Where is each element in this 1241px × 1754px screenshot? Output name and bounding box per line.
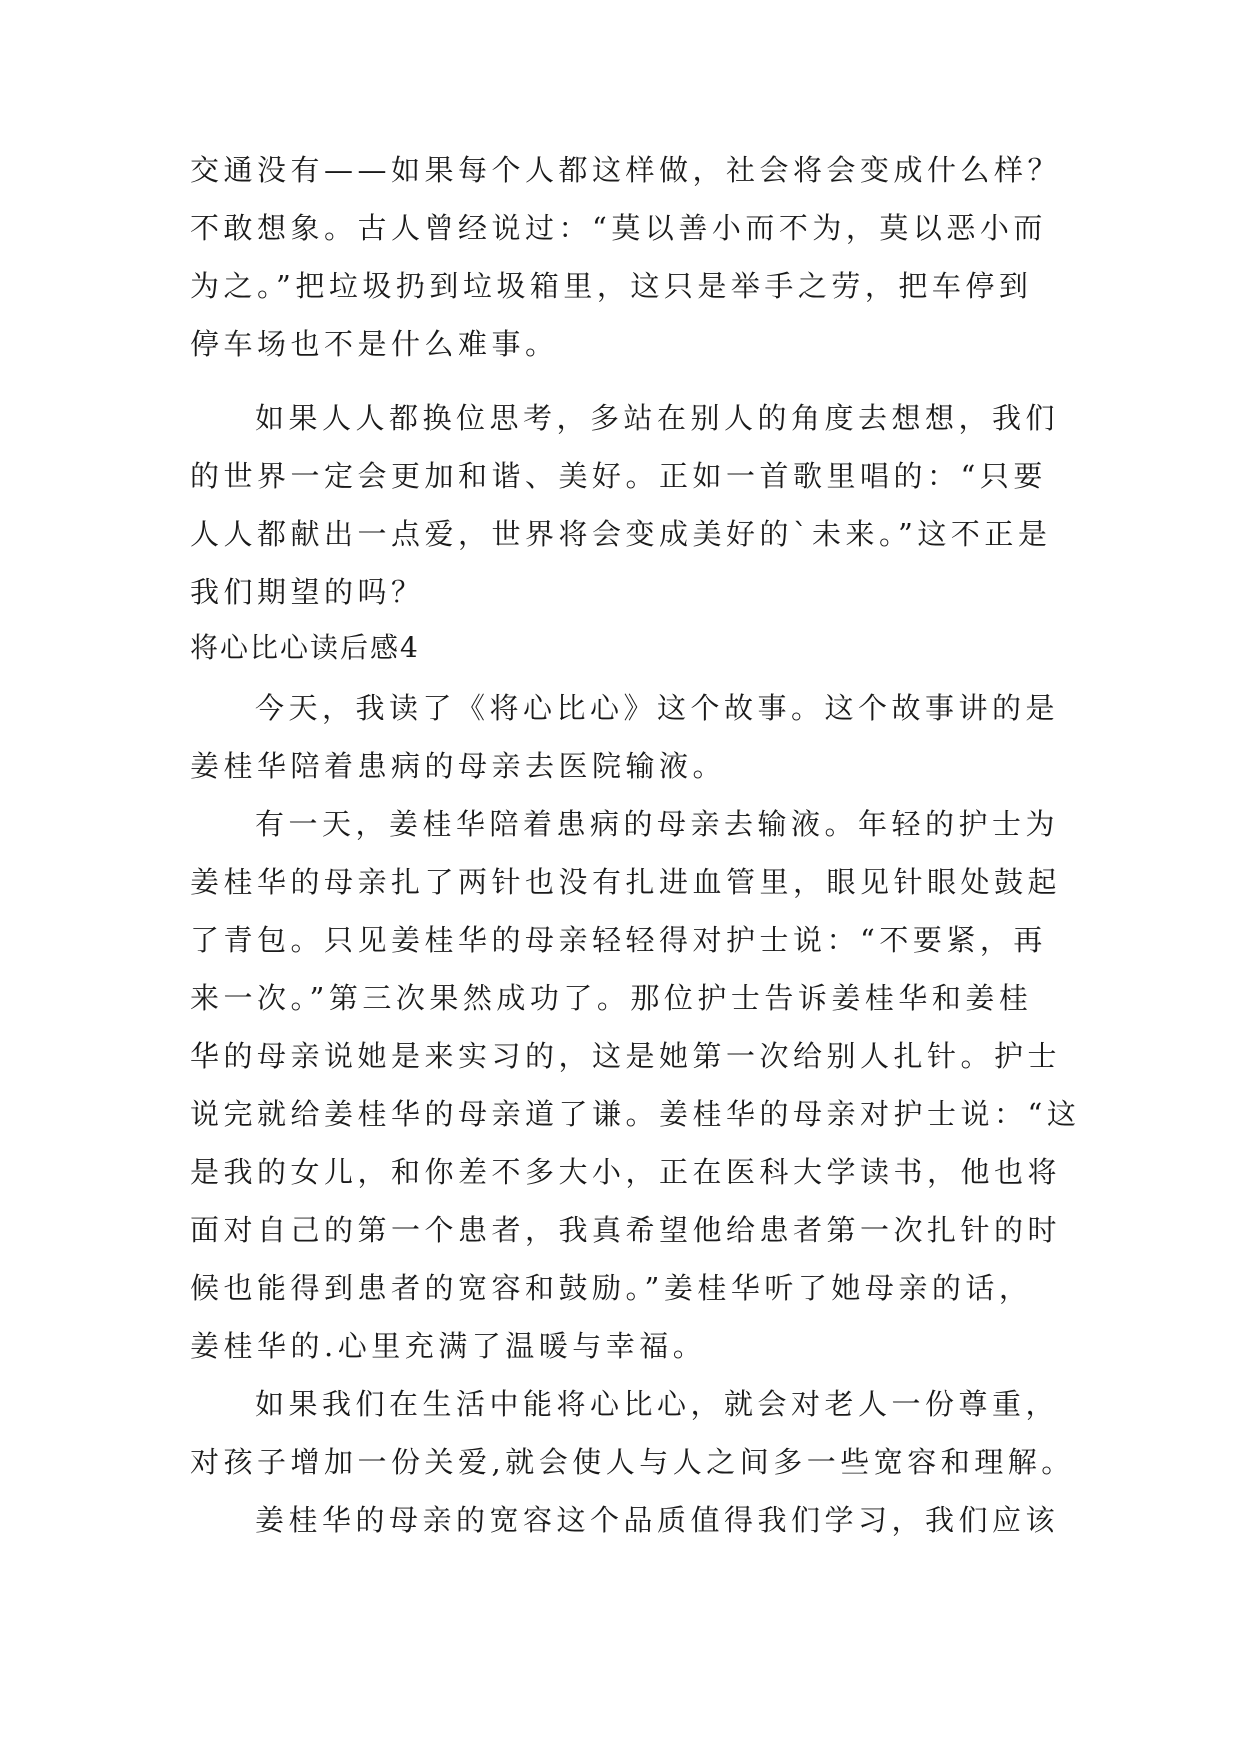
text-line: 是我的女儿，和你差不多大小，正在医科大学读书，他也将: [190, 1155, 1062, 1189]
text-line: 不敢想象。古人曾经说过：“莫以善小而不为，莫以恶小而: [190, 211, 1047, 245]
paragraph-first-line: 如果我们在生活中能将心比心，就会对老人一份尊重，: [255, 1387, 1060, 1421]
paragraph-first-line: 如果人人都换位思考，多站在别人的角度去想想，我们: [255, 401, 1060, 435]
section-heading: 将心比心读后感4: [190, 631, 420, 664]
paragraph-first-line: 今天，我读了《将心比心》这个故事。这个故事讲的是: [255, 691, 1060, 725]
text-line: 我们期望的吗？: [190, 575, 425, 609]
text-line: 交通没有——如果每个人都这样做，社会将会变成什么样？: [190, 153, 1062, 187]
text-line: 姜桂华的.心里充满了温暖与幸福。: [190, 1329, 707, 1363]
text-line: 说完就给姜桂华的母亲道了谦。姜桂华的母亲对护士说：“这: [190, 1097, 1081, 1131]
text-line: 的世界一定会更加和谐、美好。正如一首歌里唱的：“只要: [190, 459, 1047, 493]
text-line: 姜桂华陪着患病的母亲去医院输液。: [190, 749, 727, 783]
text-line: 华的母亲说她是来实习的，这是她第一次给别人扎针。护士: [190, 1039, 1062, 1073]
text-line: 人人都献出一点爱，世界将会变成美好的`未来。”这不正是: [190, 517, 1052, 551]
text-line: 面对自己的第一个患者，我真希望他给患者第一次扎针的时: [190, 1213, 1062, 1247]
text-line: 了青包。只见姜桂华的母亲轻轻得对护士说：“不要紧，再: [190, 923, 1047, 957]
text-line: 来一次。”第三次果然成功了。那位护士告诉姜桂华和姜桂: [190, 981, 1033, 1015]
text-line: 对孩子增加一份关爱,就会使人与人之间多一些宽容和理解。: [190, 1445, 1075, 1479]
text-line: 姜桂华的母亲扎了两针也没有扎进血管里，眼见针眼处鼓起: [190, 865, 1062, 899]
text-line: 候也能得到患者的宽容和鼓励。”姜桂华听了她母亲的话，: [190, 1271, 1033, 1305]
text-line: 停车场也不是什么难事。: [190, 327, 559, 361]
text-line: 为之。”把垃圾扔到垃圾箱里，这只是举手之劳，把车停到: [190, 269, 1033, 303]
paragraph-first-line: 有一天，姜桂华陪着患病的母亲去输液。年轻的护士为: [255, 807, 1060, 841]
paragraph-first-line: 姜桂华的母亲的宽容这个品质值得我们学习，我们应该: [255, 1503, 1060, 1537]
